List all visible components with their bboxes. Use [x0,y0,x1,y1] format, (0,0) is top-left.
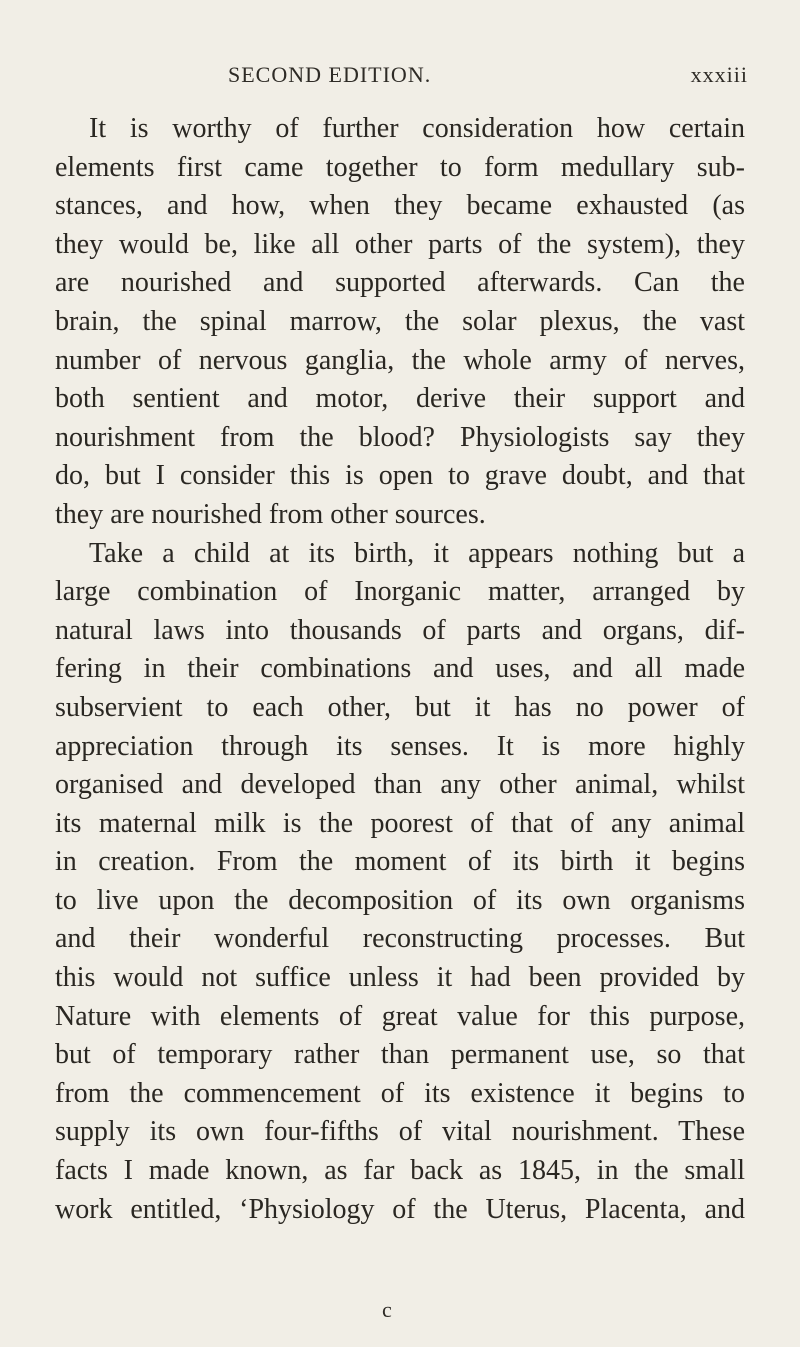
text-line: natural laws into thousands of parts and organs, dif- [55,614,745,646]
text-line: Nature with elements of great value for this purpose, [55,1000,745,1032]
text-line: this would not suffice unless it had been provided by [55,962,745,994]
text-line: supply its own four-fifths of vital nourishment. These [55,1116,745,1148]
running-head-title: SECOND EDITION. [228,62,432,87]
text-line: number of nervous ganglia, the whole army of nerves, [55,344,745,376]
text-line: organised and developed than any other animal, whilst [55,769,745,801]
text-line: both sentient and motor, derive their support and [55,383,745,415]
page-number: xxxiii [690,62,748,87]
text-line: subservient to each other, but it has no power of [55,691,745,723]
text-line: and their wonderful reconstructing processes. But [55,923,745,955]
text-line: stances, and how, when they became exhausted (as [55,190,745,222]
text-line: elements first came together to form medullary sub- [55,151,745,183]
text-line: It is worthy of further consideration how certain [89,113,745,144]
text-line: large combination of Inorganic matter, arranged by [55,576,745,608]
text-line: appreciation through its senses. It is more highly [55,730,745,762]
text-line: in creation. From the moment of its birth it begins [55,846,745,878]
text-line: nourishment from the blood? Physiologists say they [55,421,745,453]
running-head [228,62,748,92]
text-line: they would be, like all other parts of the system), they [55,228,745,260]
text-line: fering in their combinations and uses, and all made [55,653,745,685]
text-line: work entitled, ‘Physiology of the Uterus, Placenta, and [55,1193,745,1225]
text-line: from the commencement of its existence it begins to [55,1077,745,1109]
text-line: its maternal milk is the poorest of that of any animal [55,807,745,839]
text-line: to live upon the decomposition of its own organisms [55,884,745,916]
text-line: do, but I consider this is open to grave doubt, and that [55,460,745,492]
body-text [55,110,745,1229]
text-line: but of temporary rather than permanent use, so that [55,1039,745,1071]
text-line: facts I made known, as far back as 1845, in the small [55,1155,745,1187]
text-line: are nourished and supported afterwards. Can the [55,267,745,299]
text-line: brain, the spinal marrow, the solar plexus, the vast [55,305,745,337]
text-line: Take a child at its birth, it appears nothing but a [89,537,745,569]
text-line: they are nourished from other sources. [55,498,486,530]
signature-mark: c [382,1297,392,1322]
